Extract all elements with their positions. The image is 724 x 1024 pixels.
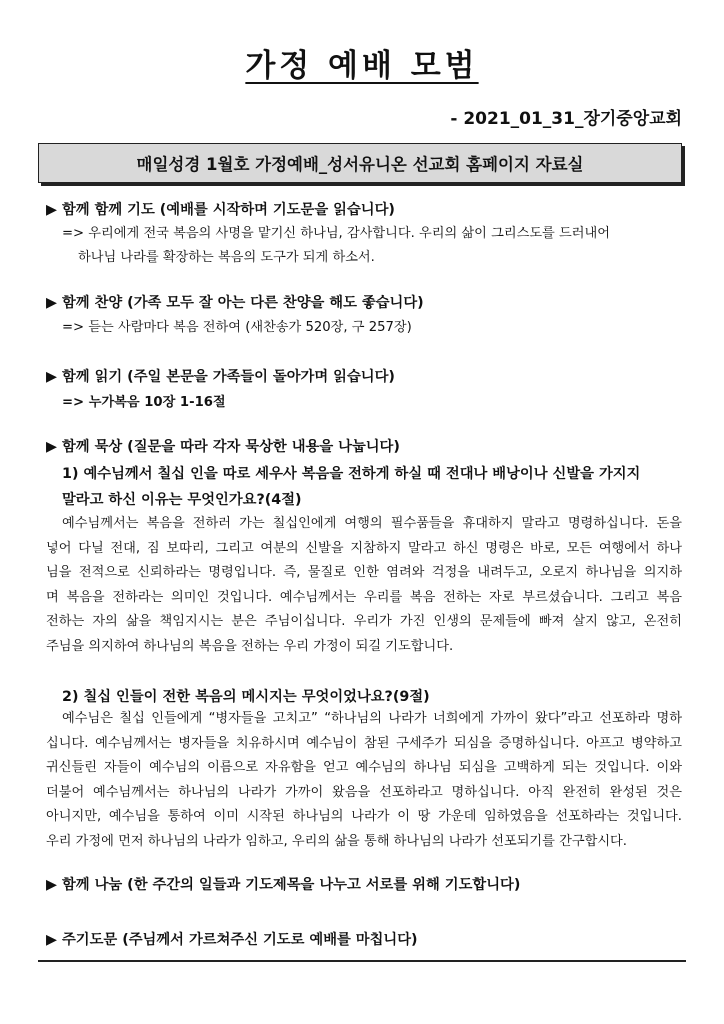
answer-2-line: 우리 가정에 먼저 하나님의 나라가 임하고, 우리의 삶을 통해 하나님의 나라가 선포되기를 간구합시다.	[46, 833, 627, 849]
answer-1-line: 예수님께서는 복음을 전하러 가는 칠십인에게 여행의 필수품들을 휴대하지 말라고 명령하십니다. 돈을	[62, 516, 682, 531]
answer-2-line: 십니다. 예수님께서는 병자들을 치유하시며 예수님이 참된 구세주가 되심을 증명하십니다. 아프고 병약하고	[46, 735, 682, 751]
question-2: 2) 칠십 인들이 전한 복음의 메시지는 무엇이었나요?(9절)	[62, 689, 430, 705]
answer-2	[46, 707, 682, 854]
document-title-text: 가정 예배 모범	[245, 48, 479, 84]
answer-1-line: 님을 전적으로 신뢰하라는 명령입니다. 즉, 물질로 인한 염려와 걱정을 내려두고, 오로지 하나님을 의지하	[46, 565, 682, 580]
prayer-text-line-2: 하나님 나라를 확장하는 복음의 도구가 되게 하소서.	[78, 250, 375, 265]
answer-2-line: 아니지만, 예수님을 통하여 이미 시작된 하나님의 나라가 이 땅 가운데 임하였음을 선포하라는 것입니다.	[46, 809, 682, 824]
answer-1-line: 넣어 다닐 전대, 짐 보따리, 그리고 여분의 신발을 지참하지 말라고 하신 명령은 바로, 모든 여행에서 하나	[46, 540, 682, 556]
praise-heading: ▶ 함께 찬양 (가족 모두 잘 아는 다른 찬양을 해도 좋습니다)	[46, 295, 424, 311]
answer-2-line: 더불어 예수님께서는 하나님의 나라가 가까이 왔음을 선포하라고 명하십니다. 아직 완전히 완성된 것은	[46, 784, 682, 800]
bottom-rule	[38, 960, 686, 962]
source-banner: 매일성경 1월호 가정예배_성서유니온 선교회 홈페이지 자료실	[38, 143, 682, 183]
answer-1	[46, 512, 682, 659]
dateline: - 2021_01_31_장기중앙교회	[450, 109, 682, 129]
reading-text	[62, 391, 226, 410]
reading-heading: ▶ 함께 읽기 (주일 본문을 가족들이 돌아가며 읽습니다)	[46, 369, 395, 385]
closing-heading: ▶ 주기도문 (주님께서 가르쳐주신 기도로 예배를 마칩니다)	[46, 932, 418, 948]
question-1-line-1: 1) 예수님께서 칠십 인을 따로 세우사 복음을 전하게 하실 때 전대나 배낭이나 신발을 가지지	[62, 466, 641, 482]
prayer-text-line-1: => 우리에게 전국 복음의 사명을 맡기신 하나님, 감사합니다. 우리의 삶이 그리스도를 드러내어	[62, 226, 610, 241]
answer-1-line: 며 복음을 전하라는 의미인 것입니다. 예수님께서는 우리를 복음 전하는 자로 부르셨습니다. 그리고 복음	[46, 589, 682, 605]
praise-text: => 듣는 사람마다 복음 전하여 (새찬송가 520장, 구 257장)	[62, 320, 412, 335]
answer-2-line: 예수님은 칠십 인들에게 “병자들을 고치고” “하나님의 나라가 너희에게 가까이 왔다”라고 선포하라 명하	[62, 711, 682, 726]
document-title	[0, 40, 724, 85]
reading-passage: => 누가복음 10장 1-16절	[62, 395, 226, 410]
answer-1-line: 전하는 자의 삶을 책임지시는 분은 주님이십니다. 우리가 가진 인생의 문제들에 빠져 살지 않고, 온전히	[46, 614, 682, 629]
meditation-heading: ▶ 함께 묵상 (질문을 따라 각자 묵상한 내용을 나눕니다)	[46, 439, 400, 455]
answer-2-line: 귀신들린 자들이 예수님의 이름으로 자유함을 얻고 예수님의 하나님 되심을 고백하게 되는 것입니다. 이와	[46, 760, 682, 775]
sharing-heading: ▶ 함께 나눔 (한 주간의 일들과 기도제목을 나누고 서로를 위해 기도합니다)	[46, 877, 521, 893]
prayer-heading: ▶ 함께 함께 기도 (예배를 시작하며 기도문을 읽습니다)	[46, 202, 395, 218]
question-1-line-2: 말라고 하신 이유는 무엇인가요?(4절)	[62, 492, 302, 508]
answer-1-line: 주님을 의지하여 하나님의 복음을 전하는 우리 가정이 되길 기도합니다.	[46, 638, 454, 654]
